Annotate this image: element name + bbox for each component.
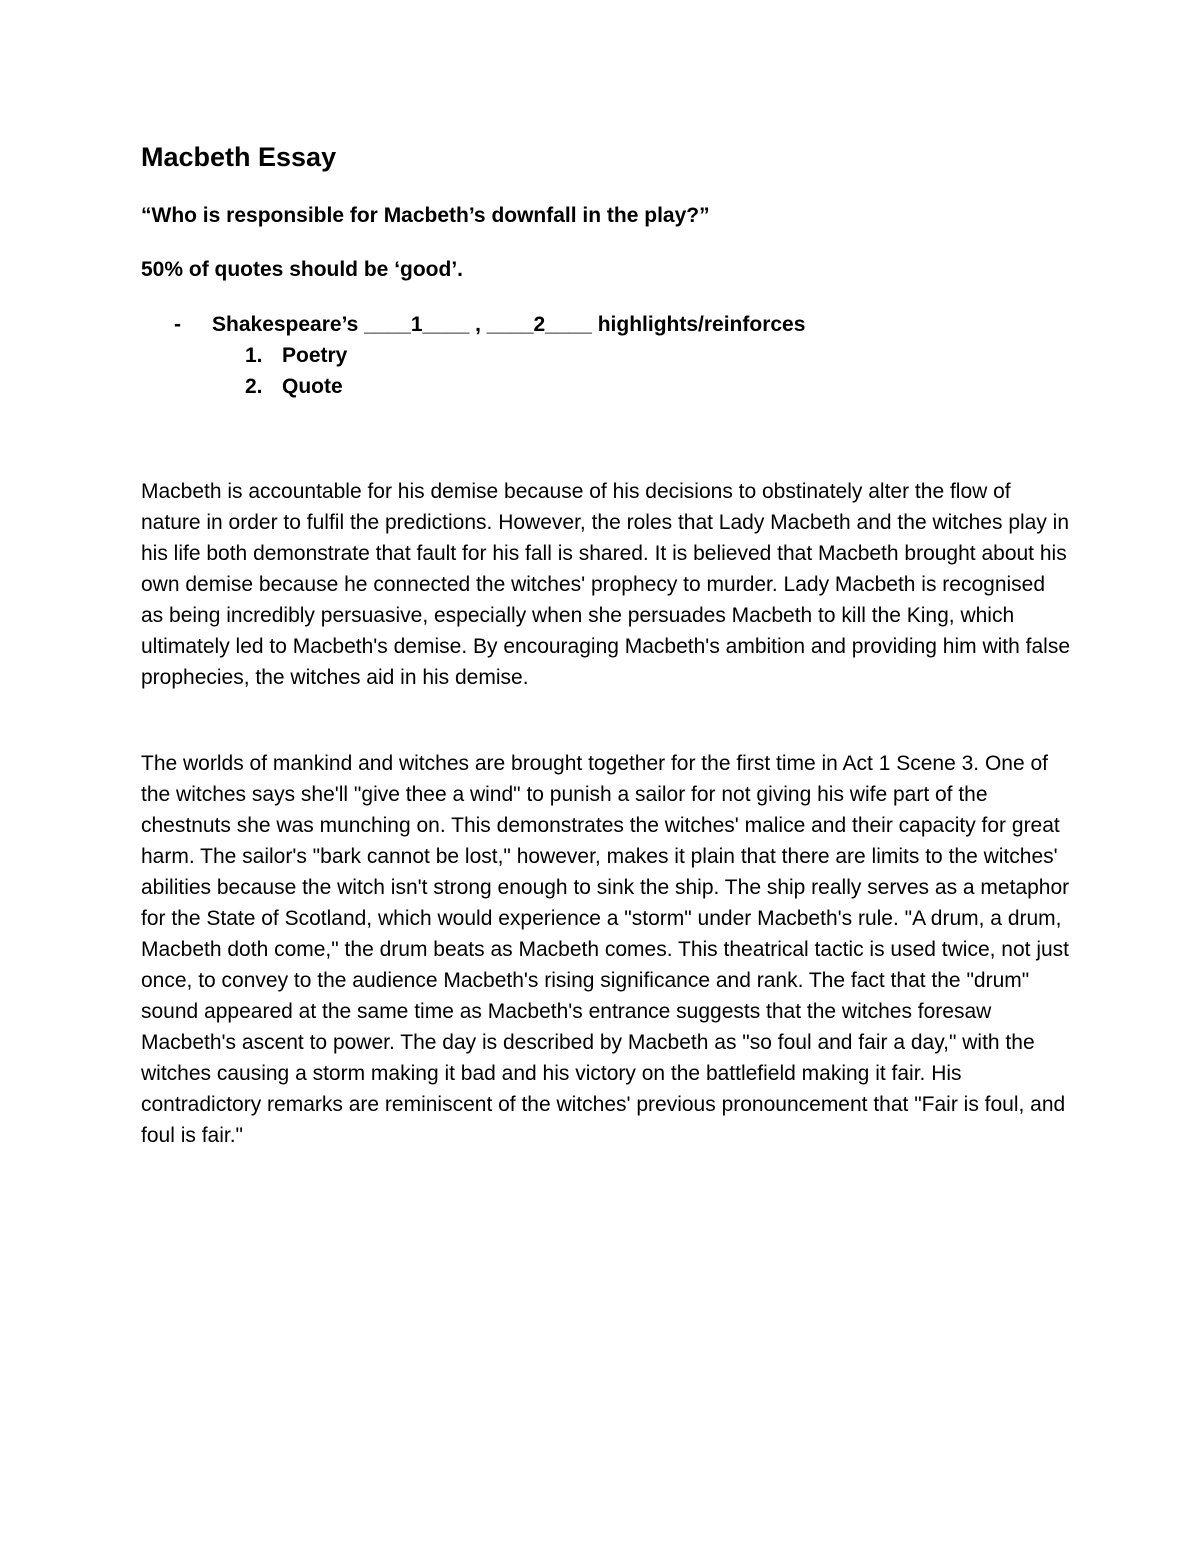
structure-list xyxy=(141,309,805,402)
list-item xyxy=(141,340,805,371)
list-number: 1. xyxy=(245,344,263,367)
list-item-text: Poetry xyxy=(282,344,348,367)
quotes-note: 50% of quotes should be ‘good’. xyxy=(141,258,464,281)
document-title: Macbeth Essay xyxy=(141,142,337,172)
body-paragraph-1: Macbeth is accountable for his demise because of his decisions to obstinately alter the flow of nature in order to fulfil the predictions. However, the roles that Lady Macbeth and the witches play in his life both demonstrate that fault for his fall is shared. It is believed that Macbeth brought about his own demise because he connected the witches' prophecy to murder. Lady Macbeth is recognised as being incredibly persuasive, especially when she persuades Macbeth to kill the King, which ultimately led to Macbeth's demise. By encouraging Macbeth's ambition and providing him with false prophecies, the witches aid in his demise. xyxy=(141,480,1070,689)
list-item xyxy=(141,371,805,402)
numbered-sublist xyxy=(212,340,805,402)
essay-question: “Who is responsible for Macbeth’s downfall in the play?” xyxy=(141,204,710,227)
list-number: 2. xyxy=(245,375,263,398)
body-paragraph-2: The worlds of mankind and witches are brought together for the first time in Act 1 Scene 3. One of the witches says she'll "give thee a wind" to punish a sailor for not giving his wife part of the chestnuts she was munching on. This demonstrates the witches' malice and their capacity for great harm. The sailor's "bark cannot be lost," however, makes it plain that there are limits to the witches' abilities because the witch isn't strong enough to sink the ship. The ship really serves as a metaphor for the State of Scotland, which would experience a "storm" under Macbeth's rule. "A drum, a drum, Macbeth doth come," the drum beats as Macbeth comes. This theatrical tactic is used twice, not just once, to convey to the audience Macbeth's rising significance and rank. The fact that the "drum" sound appeared at the same time as Macbeth's entrance suggests that the witches foresaw Macbeth's ascent to power. The day is described by Macbeth as "so foul and fair a day," with the witches causing a storm making it bad and his victory on the battlefield making it fair. His contradictory remarks are reminiscent of the witches' previous pronouncement that "Fair is foul, and foul is fair." xyxy=(141,752,1070,1147)
bullet-text: Shakespeare’s ____1____ , ____2____ highlights/reinforces xyxy=(212,313,806,336)
list-item xyxy=(141,309,805,402)
list-item-text: Quote xyxy=(282,375,343,398)
bullet-marker: - xyxy=(174,313,181,336)
